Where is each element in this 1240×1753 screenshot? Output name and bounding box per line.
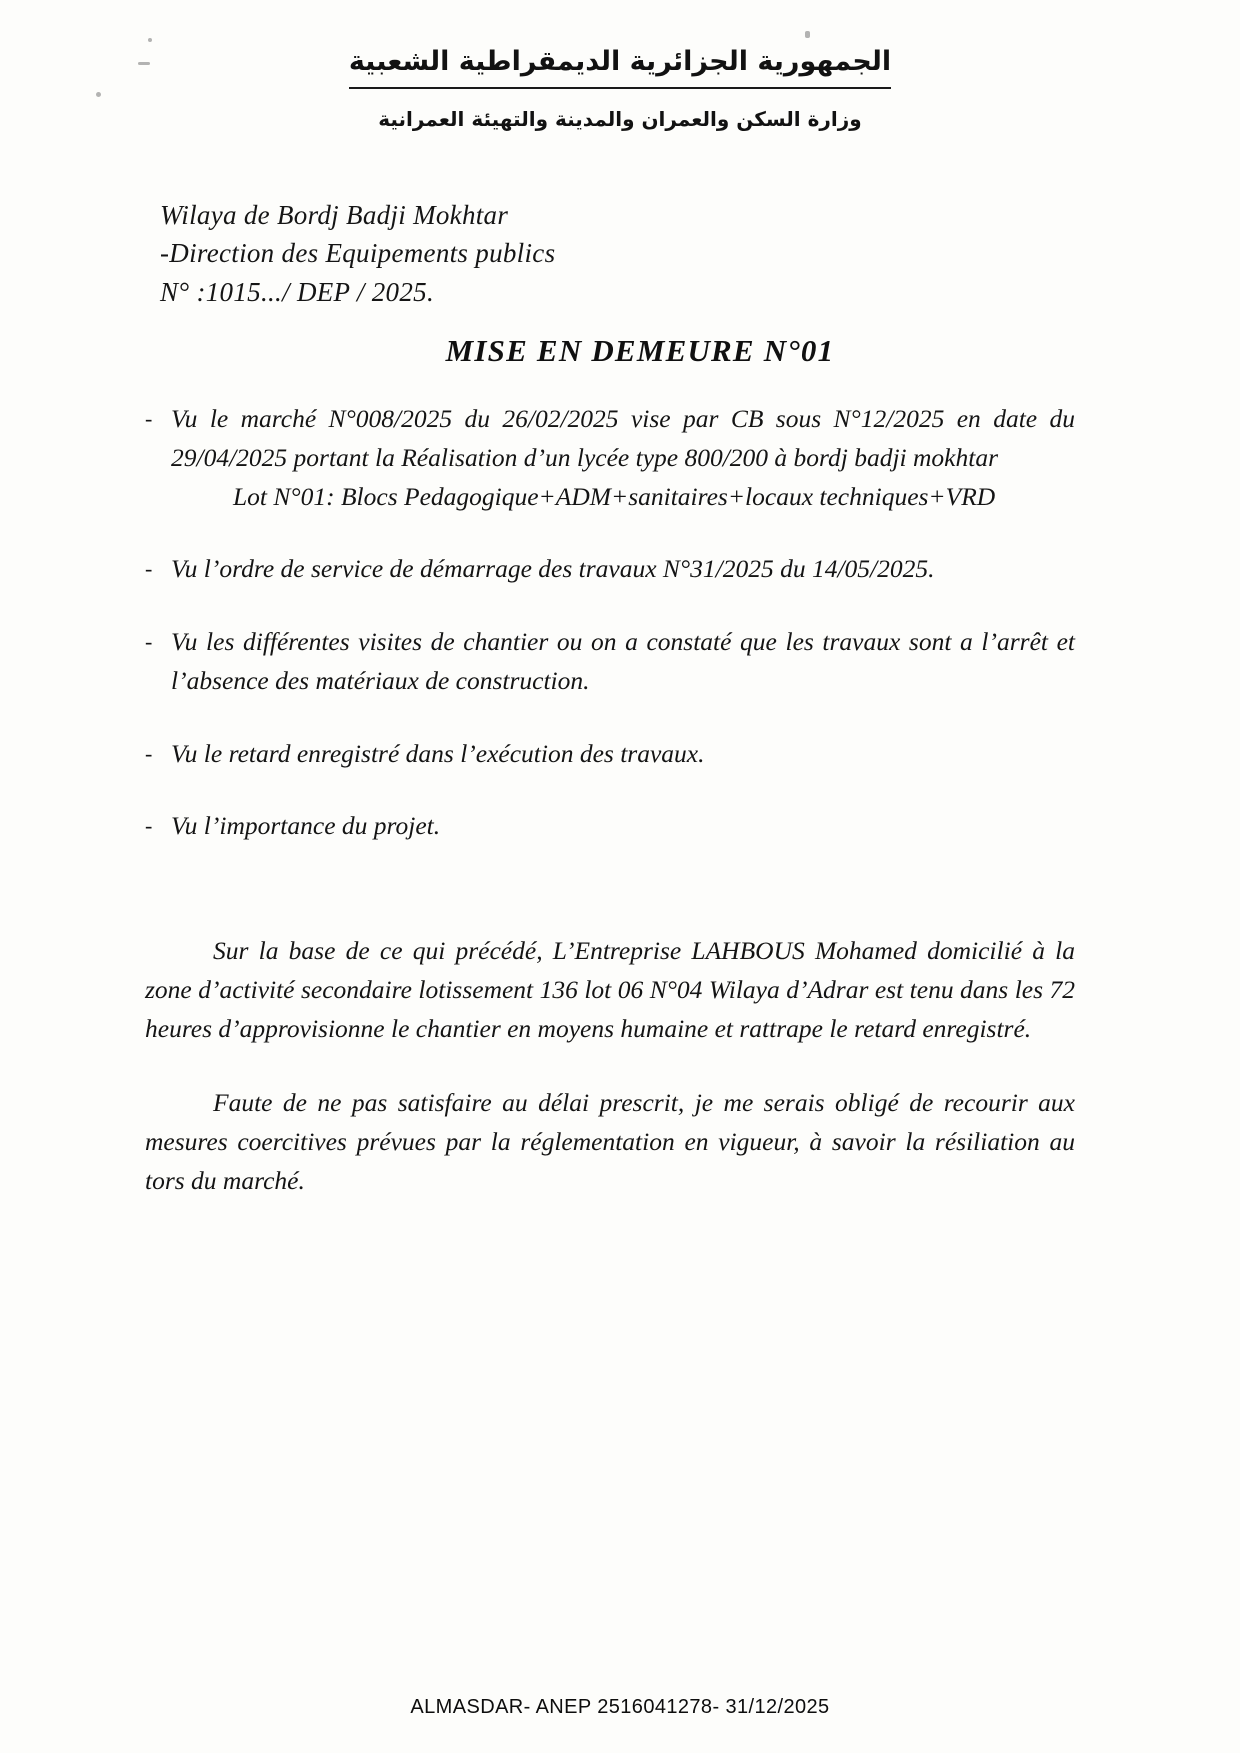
list-item-sub: Lot N°01: Blocs Pedagogique+ADM+sanitaires+locaux techniques+VRD [233, 481, 996, 511]
reference-number-line: N° :1015.../ DEP / 2025. [160, 276, 434, 307]
list-item-text: Vu le retard enregistré dans l’exécution des travaux. [171, 738, 705, 768]
paragraph-obligation: Sur la base de ce qui précédé, L’Entreprise LAHBOUS Mohamed domicilié à la zone d’activité secondaire lotissement 136 lot 06 N°04 Wilaya d’Adrar est tenu dans les 72 heures d’approvisionne le chantier en moyens humaine et rattrape le retard enregistré. [145, 936, 1075, 1043]
scan-speck [805, 31, 810, 38]
page-title: MISE EN DEMEURE N°01 [445, 333, 835, 368]
list-item-text [171, 400, 1075, 516]
list-item-main: Vu le marché N°008/2025 du 26/02/2025 vise par CB sous N°12/2025 en date du 29/04/2025 portant la Réalisation d’un lycée type 800/200 à bordj badji mokhtar [171, 404, 1075, 472]
ministry-name-arabic: وزارة السكن والعمران والمدينة والتهيئة العمرانية [378, 106, 862, 131]
paragraph-warning: Faute de ne pas satisfaire au délai prescrit, je me serais obligé de recourir aux mesures coercitives prévues par la réglementation en vigueur, à savoir la résiliation au tors du marché. [145, 1088, 1075, 1195]
list-item [145, 735, 1075, 774]
list-item [145, 550, 1075, 589]
footer-reference: ALMASDAR- ANEP 2516041278- 31/12/2025 [410, 1696, 830, 1718]
wilaya-line: Wilaya de Bordj Badji Mokhtar [160, 200, 509, 230]
administration-block [160, 196, 555, 311]
list-bullet: - [145, 406, 153, 431]
direction-line: -Direction des Equipements publics [160, 238, 556, 269]
document-body [145, 400, 1075, 1223]
arabic-header [0, 42, 1240, 135]
list-bullet: - [145, 629, 153, 654]
list-item-text: Vu l’ordre de service de démarrage des travaux N°31/2025 du 14/05/2025. [171, 554, 935, 584]
list-item-text: Vu les différentes visites de chantier ou on a constaté que les travaux sont a l’arrêt et l’absence des matériaux de construction. [171, 627, 1075, 695]
list-bullet: - [145, 556, 153, 582]
country-name-arabic: الجمهورية الجزائرية الديمقراطية الشعبية [349, 42, 891, 89]
list-item [145, 400, 1075, 516]
list-bullet: - [145, 813, 153, 839]
list-bullet: - [145, 740, 153, 766]
list-item [145, 807, 1075, 846]
list-item-text: Vu l’importance du projet. [171, 811, 441, 841]
list-item [145, 623, 1075, 701]
